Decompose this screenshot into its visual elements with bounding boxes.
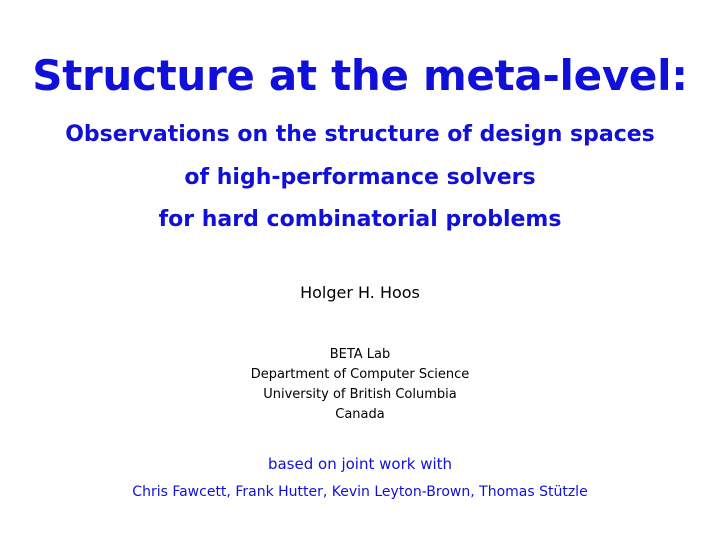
author-name: Holger H. Hoos (300, 283, 420, 302)
joint-work-note: based on joint work with (267, 455, 453, 473)
slide-title: Structure at the meta-level: (32, 51, 688, 100)
affiliation-department: Department of Computer Science (250, 367, 470, 382)
subtitle-line-2: of high-performance solvers (184, 165, 536, 190)
affiliation-lab: BETA Lab (329, 347, 391, 362)
coauthor-list: Chris Fawcett, Frank Hutter, Kevin Leyton-Brown, Thomas Stützle (132, 484, 588, 500)
subtitle-line-1: Observations on the structure of design spaces (65, 122, 655, 147)
subtitle-line-3: for hard combinatorial problems (158, 207, 562, 232)
affiliation-university: University of British Columbia (263, 387, 457, 402)
affiliation-country: Canada (335, 407, 385, 422)
